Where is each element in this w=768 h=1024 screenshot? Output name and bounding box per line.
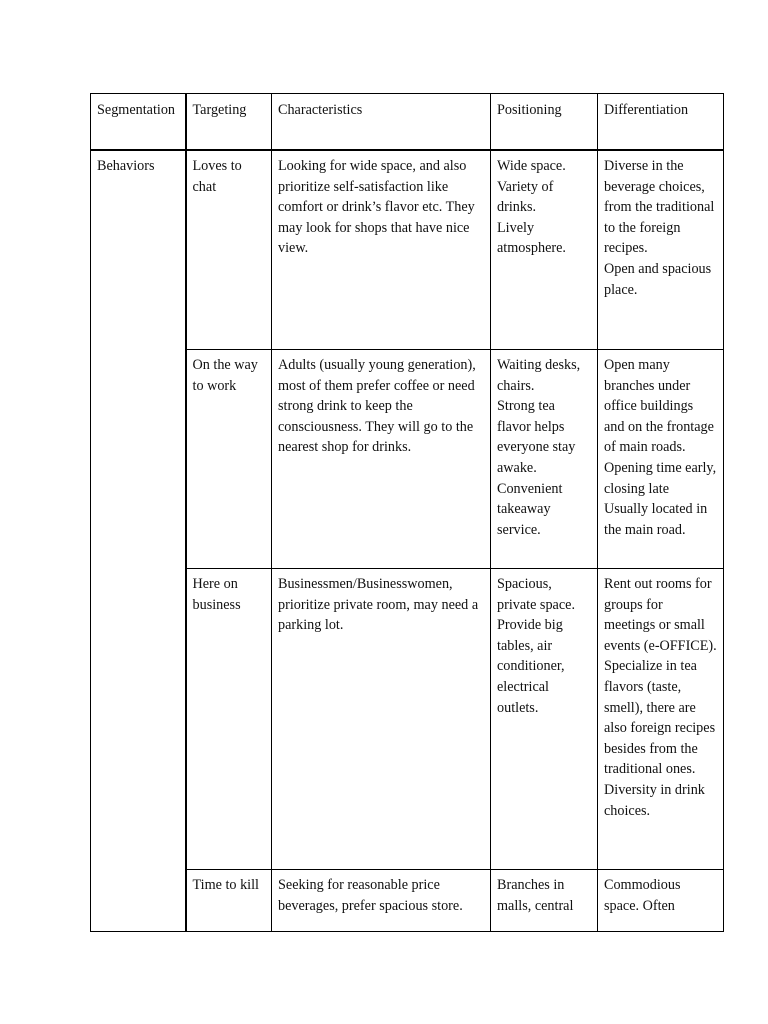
differentiation-cell: Rent out rooms for groups for meetings or small events (e-OFFICE). Specialize in tea flavors (taste, smell), there are also foreign recipes besides from the traditional ones. Diversity in drink choices. [598, 569, 724, 870]
header-targeting: Targeting [186, 94, 272, 151]
table-row [91, 569, 724, 870]
differentiation-cell: Commodious space. Often [598, 870, 724, 932]
segmentation-table [90, 93, 724, 932]
header-positioning: Positioning [491, 94, 598, 151]
table-row [91, 350, 724, 569]
header-differentiation: Differentiation [598, 94, 724, 151]
positioning-cell: Waiting desks, chairs. Strong tea flavor helps everyone stay awake. Convenient takeaway service. [491, 350, 598, 569]
segment-cell: Behaviors [91, 150, 186, 932]
positioning-cell: Branches in malls, central [491, 870, 598, 932]
table-header-row [91, 94, 724, 151]
differentiation-cell: Open many branches under office buildings and on the frontage of main roads. Opening time early, closing late Usually located in the main road. [598, 350, 724, 569]
targeting-cell: Time to kill [186, 870, 272, 932]
table-row [91, 870, 724, 932]
characteristics-cell: Looking for wide space, and also prioritize self-satisfaction like comfort or drink’s flavor etc. They may look for shops that have nice view. [272, 150, 491, 350]
positioning-cell: Spacious, private space. Provide big tables, air conditioner, electrical outlets. [491, 569, 598, 870]
header-segmentation: Segmentation [91, 94, 186, 151]
targeting-cell: On the way to work [186, 350, 272, 569]
differentiation-cell: Diverse in the beverage choices, from the traditional to the foreign recipes. Open and spacious place. [598, 150, 724, 350]
positioning-cell: Wide space. Variety of drinks. Lively atmosphere. [491, 150, 598, 350]
targeting-cell: Loves to chat [186, 150, 272, 350]
targeting-cell: Here on business [186, 569, 272, 870]
characteristics-cell: Seeking for reasonable price beverages, prefer spacious store. [272, 870, 491, 932]
table-row [91, 150, 724, 350]
characteristics-cell: Adults (usually young generation), most of them prefer coffee or need strong drink to keep the consciousness. They will go to the nearest shop for drinks. [272, 350, 491, 569]
characteristics-cell: Businessmen/Businesswomen, prioritize private room, may need a parking lot. [272, 569, 491, 870]
header-characteristics: Characteristics [272, 94, 491, 151]
